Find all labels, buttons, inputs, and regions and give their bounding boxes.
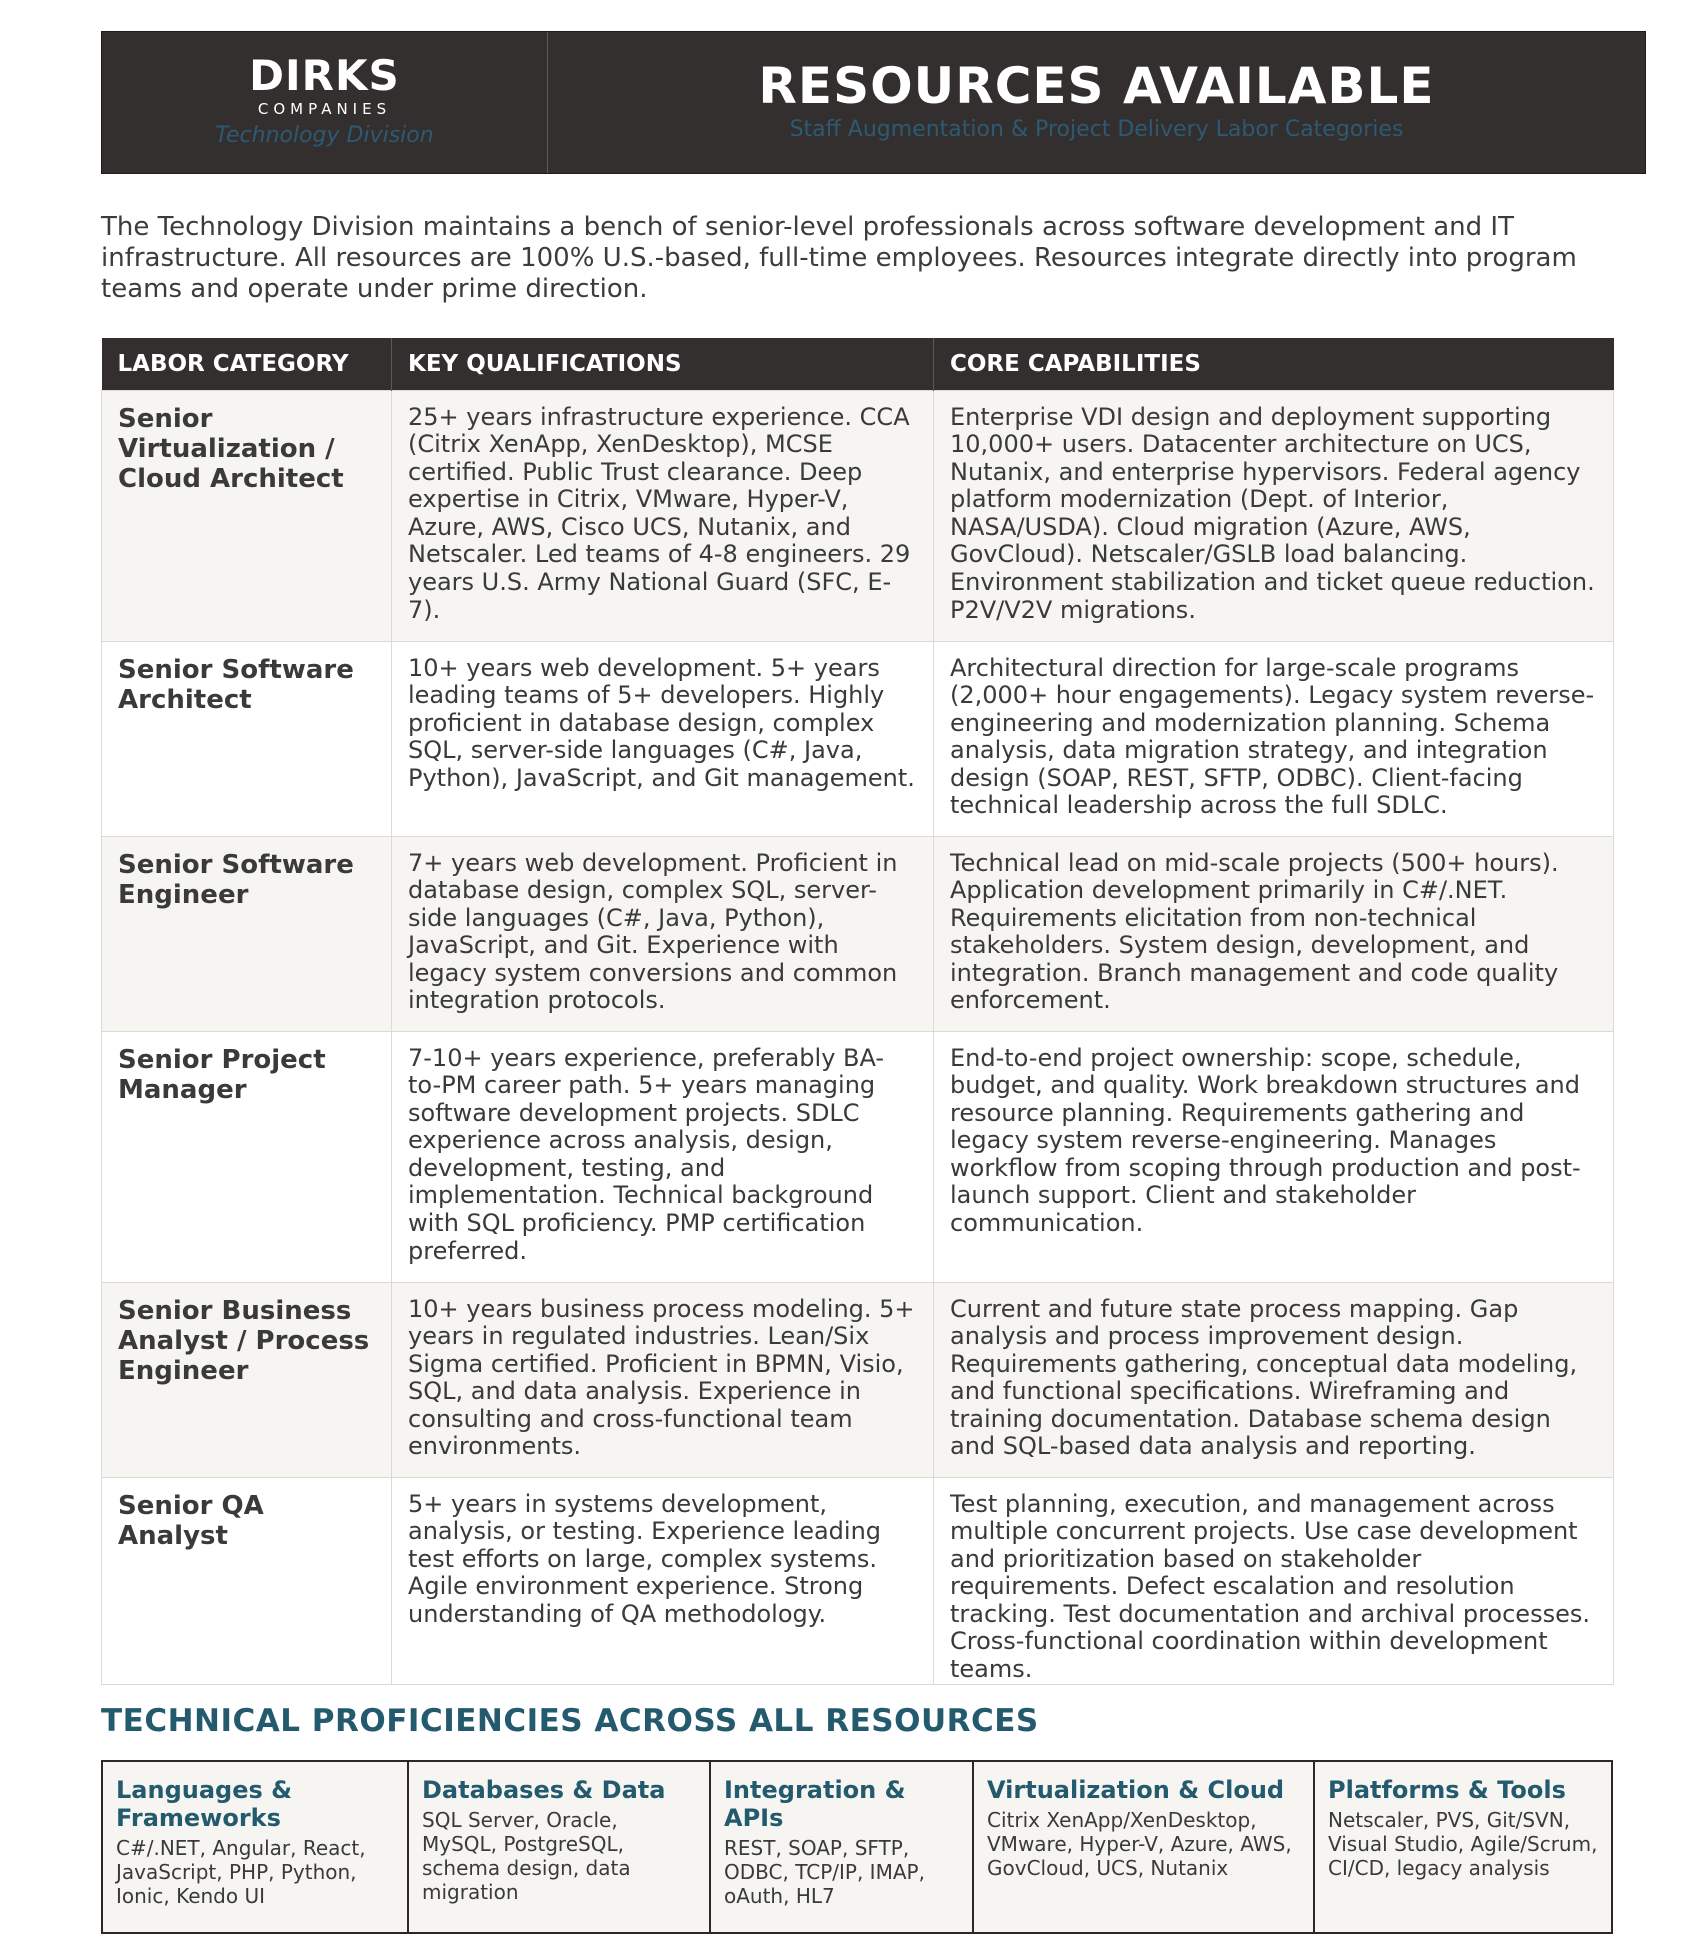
table-row bbox=[102, 390, 1614, 641]
proficiencies-grid bbox=[101, 1760, 1613, 1934]
capabilities-cell: Architectural direction for large-scale programs (2,000+ hour engagements). Legacy system reverse-engineering and modernization planning. Schema analysis, data migration strategy, and integration design (SOAP, REST, SFTP, ODBC). Client-facing technical leadership across the full SDLC. bbox=[934, 641, 1614, 836]
proficiency-cell-platforms bbox=[1313, 1762, 1611, 1932]
proficiency-items: SQL Server, Oracle, MySQL, PostgreSQL, schema design, data migration bbox=[422, 1808, 631, 1904]
labor-category-cell: Senior Virtualization / Cloud Architect bbox=[102, 390, 392, 641]
division-name: Technology Division bbox=[215, 123, 434, 148]
page-title: RESOURCES AVAILABLE bbox=[758, 57, 1435, 115]
page-header bbox=[101, 31, 1646, 174]
logo-name: DIRKS bbox=[249, 51, 400, 100]
capabilities-cell: Technical lead on mid-scale projects (500+ hours). Application development primarily in C#/.NET. Requirements elicitation from non-technical stakeholders. System design, development, and integration. Branch management and code quality enforcement. bbox=[934, 836, 1614, 1031]
proficiency-items: REST, SOAP, SFTP, ODBC, TCP/IP, IMAP, oAuth, HL7 bbox=[724, 1836, 925, 1908]
proficiency-cell-languages bbox=[103, 1762, 407, 1932]
table-row bbox=[102, 1031, 1614, 1282]
page-subtitle: Staff Augmentation & Project Delivery Labor Categories bbox=[789, 117, 1404, 142]
proficiency-cell-databases bbox=[407, 1762, 709, 1932]
labor-category-cell: Senior Project Manager bbox=[102, 1031, 392, 1282]
column-header-labor-category: LABOR CATEGORY bbox=[102, 338, 392, 390]
title-block bbox=[548, 32, 1645, 173]
capabilities-cell: Test planning, execution, and management across multiple concurrent projects. Use case development and prioritization based on stakeholder requirements. Defect escalation and resolution tracking. Test documentation and archival processes. Cross-functional coordination within development teams. bbox=[934, 1477, 1614, 1684]
table-row bbox=[102, 641, 1614, 836]
proficiency-title: Languages & Frameworks bbox=[116, 1776, 293, 1832]
qualifications-cell: 7-10+ years experience, preferably BA-to-PM career path. 5+ years managing software development projects. SDLC experience across analysis, design, development, testing, and implementation. Technical background with SQL proficiency. PMP certification preferred. bbox=[392, 1031, 934, 1282]
qualifications-cell: 10+ years web development. 5+ years leading teams of 5+ developers. Highly proficient in database design, complex SQL, server-side languages (C#, Java, Python), JavaScript, and Git management. bbox=[392, 641, 934, 836]
labor-category-cell: Senior QA Analyst bbox=[102, 1477, 392, 1684]
column-header-core-capabilities: CORE CAPABILITIES bbox=[934, 338, 1614, 390]
table-header-row bbox=[102, 338, 1614, 390]
qualifications-cell: 10+ years business process modeling. 5+ years in regulated industries. Lean/Six Sigma certified. Proficient in BPMN, Visio, SQL, and data analysis. Experience in consulting and cross-functional team environments. bbox=[392, 1282, 934, 1477]
proficiency-title: Platforms & Tools bbox=[1328, 1776, 1566, 1804]
proficiency-title: Databases & Data bbox=[422, 1776, 666, 1804]
labor-category-cell: Senior Business Analyst / Process Engineer bbox=[102, 1282, 392, 1477]
capabilities-cell: Current and future state process mapping. Gap analysis and process improvement design. Requirements gathering, conceptual data modeling, and functional specifications. Wireframing and training documentation. Database schema design and SQL-based data analysis and reporting. bbox=[934, 1282, 1614, 1477]
labor-categories-table bbox=[101, 338, 1614, 1685]
proficiency-cell-virtualization bbox=[972, 1762, 1313, 1932]
proficiency-items: Citrix XenApp/XenDesktop, VMware, Hyper-V, Azure, AWS, GovCloud, UCS, Nutanix bbox=[987, 1808, 1292, 1880]
qualifications-cell: 5+ years in systems development, analysis, or testing. Experience leading test efforts on large, complex systems. Agile environment experience. Strong understanding of QA methodology. bbox=[392, 1477, 934, 1684]
column-header-key-qualifications: KEY QUALIFICATIONS bbox=[392, 338, 934, 390]
table-row bbox=[102, 836, 1614, 1031]
proficiency-title: Virtualization & Cloud bbox=[987, 1776, 1285, 1804]
qualifications-cell: 25+ years infrastructure experience. CCA (Citrix XenApp, XenDesktop), MCSE certified. Public Trust clearance. Deep expertise in Citrix, VMware, Hyper-V, Azure, AWS, Cisco UCS, Nutanix, and Netscaler. Led teams of 4-8 engineers. 29 years U.S. Army National Guard (SFC, E-7). bbox=[392, 390, 934, 641]
company-logo-block bbox=[102, 32, 548, 173]
proficiency-items: C#/.NET, Angular, React, JavaScript, PHP, Python, Ionic, Kendo UI bbox=[116, 1836, 366, 1908]
labor-category-cell: Senior Software Engineer bbox=[102, 836, 392, 1031]
qualifications-cell: 7+ years web development. Proficient in database design, complex SQL, server-side languages (C#, Java, Python), JavaScript, and Git. Experience with legacy system conversions and common integration protocols. bbox=[392, 836, 934, 1031]
logo-subtitle: COMPANIES bbox=[257, 100, 392, 118]
proficiency-title: Integration & APIs bbox=[724, 1776, 906, 1832]
table-row bbox=[102, 1477, 1614, 1684]
table-row bbox=[102, 1282, 1614, 1477]
proficiency-items: Netscaler, PVS, Git/SVN, Visual Studio, Agile/Scrum, CI/CD, legacy analysis bbox=[1328, 1808, 1598, 1880]
capabilities-cell: Enterprise VDI design and deployment supporting 10,000+ users. Datacenter architecture on UCS, Nutanix, and enterprise hypervisors. Federal agency platform modernization (Dept. of Interior, NASA/USDA). Cloud migration (Azure, AWS, GovCloud). Netscaler/GSLB load balancing. Environment stabilization and ticket queue reduction. P2V/V2V migrations. bbox=[934, 390, 1614, 641]
proficiencies-heading: TECHNICAL PROFICIENCIES ACROSS ALL RESOURCES bbox=[101, 1703, 1039, 1739]
proficiency-cell-integration bbox=[709, 1762, 972, 1932]
labor-category-cell: Senior Software Architect bbox=[102, 641, 392, 836]
intro-paragraph: The Technology Division maintains a bench of senior-level professionals across software development and IT infrastructure. All resources are 100% U.S.-based, full-time employees. Resources integrate directly into program teams and operate under prime direction. bbox=[101, 212, 1577, 304]
capabilities-cell: End-to-end project ownership: scope, schedule, budget, and quality. Work breakdown structures and resource planning. Requirements gathering and legacy system reverse-engineering. Manages workflow from scoping through production and post-launch support. Client and stakeholder communication. bbox=[934, 1031, 1614, 1282]
